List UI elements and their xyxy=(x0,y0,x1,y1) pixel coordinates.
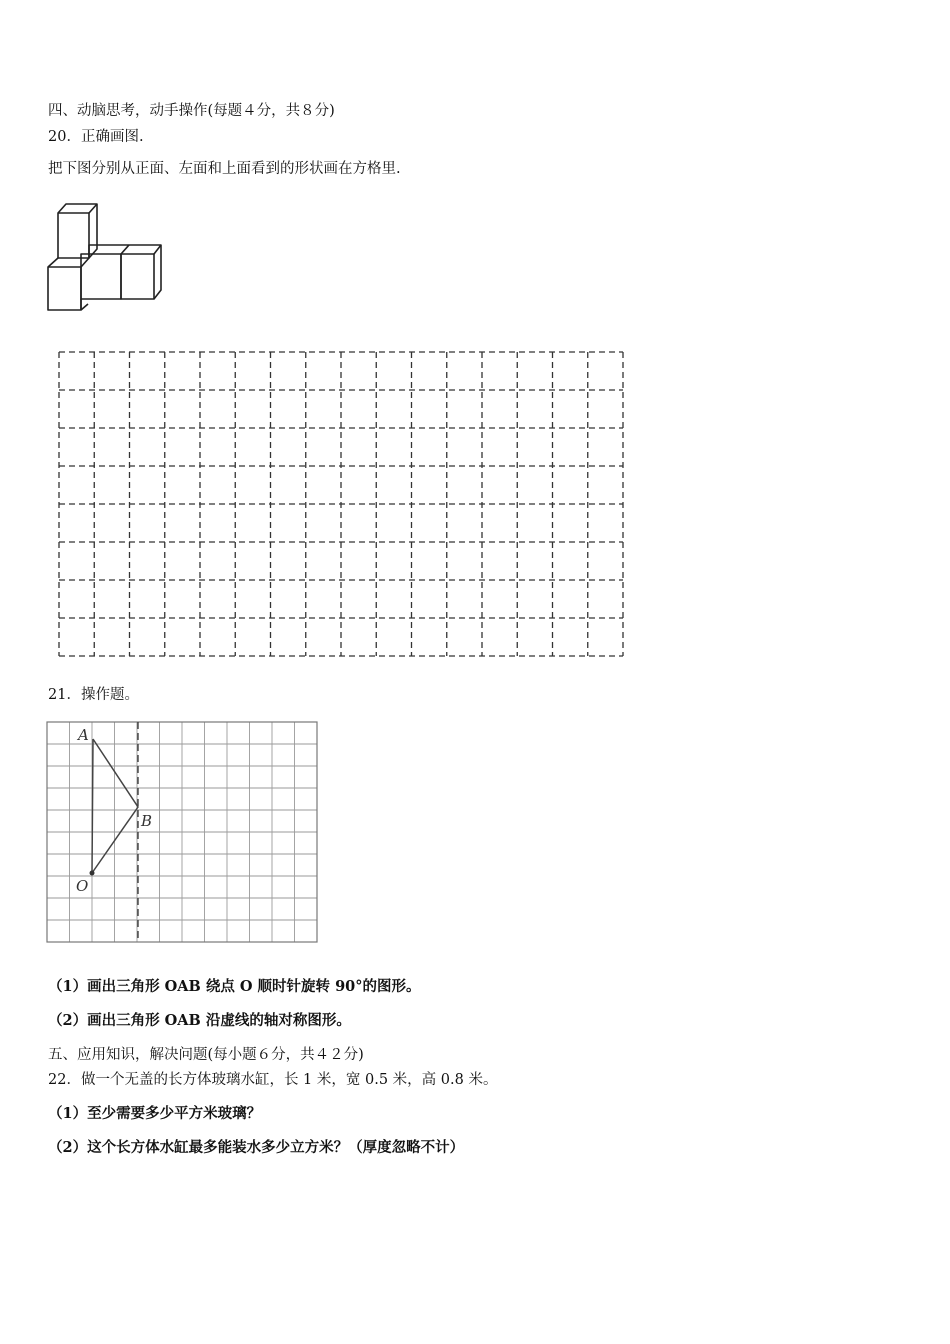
question-20-instruction: 把下图分别从正面、左面和上面看到的形状画在方格里. xyxy=(48,161,401,177)
section-4-heading: 四、动脑思考，动手操作(每题４分，共８分) xyxy=(48,103,335,119)
question-22-part-1: （1）至少需要多少平方米玻璃？ xyxy=(48,1105,262,1122)
point-label-a: A xyxy=(78,726,89,744)
point-label-o: O xyxy=(76,877,89,895)
coordinate-grid-triangle xyxy=(46,721,318,943)
question-20-title: 20．正确画图. xyxy=(48,129,144,145)
question-21-title: 21．操作题。 xyxy=(48,687,139,703)
question-21-part-2: （2）画出三角形 OAB 沿虚线的轴对称图形。 xyxy=(48,1012,351,1029)
cube-figure xyxy=(40,195,170,320)
dashed-answer-grid xyxy=(58,351,624,657)
point-label-b: B xyxy=(141,812,153,830)
question-22-part-2: （2）这个长方体水缸最多能装水多少立方米？（厚度忽略不计） xyxy=(48,1139,465,1156)
triangle-oab xyxy=(92,739,138,873)
section-5-heading: 五、应用知识，解决问题(每小题６分，共４２分) xyxy=(48,1047,364,1063)
question-22-title: 22．做一个无盖的长方体玻璃水缸，长 1 米，宽 0.5 米，高 0.8 米。 xyxy=(48,1072,498,1088)
question-21-part-1: （1）画出三角形 OAB 绕点 O 顺时针旋转 90°的图形。 xyxy=(48,978,421,995)
